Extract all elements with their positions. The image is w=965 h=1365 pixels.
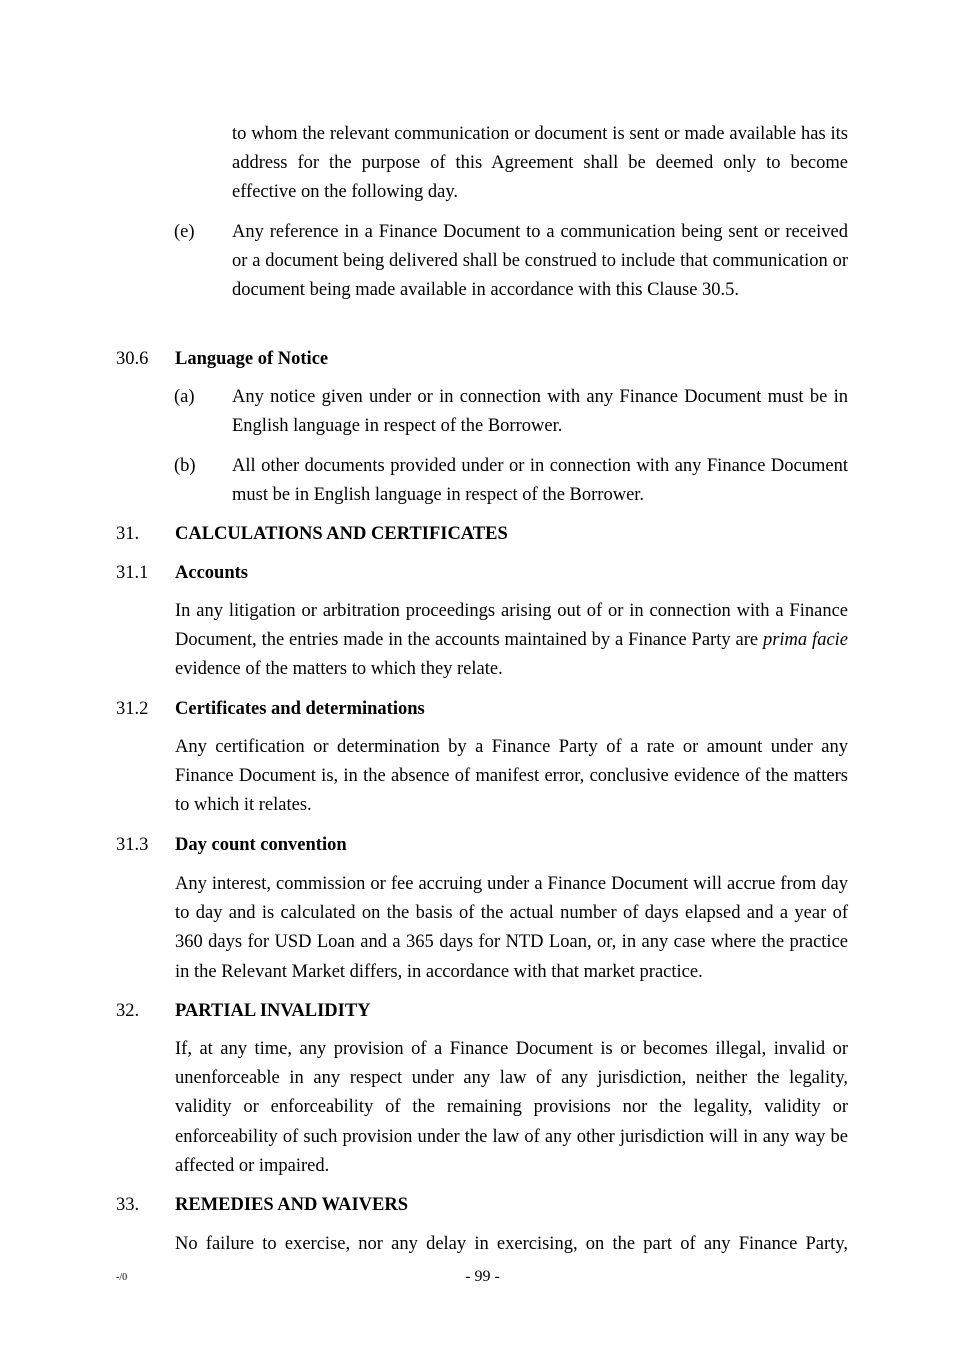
clause-31-1-text-before: In any litigation or arbitration proceedings arising out of or in connection with a Finance Document, the entries made in the accounts maintained by a Finance Party are	[175, 601, 848, 651]
clause-31-title: CALCULATIONS AND CERTIFICATES	[175, 524, 508, 544]
page-number: - 99 -	[465, 1268, 500, 1285]
clause-31-1-title: Accounts	[175, 563, 248, 583]
item-b-marker: (b)	[174, 456, 196, 476]
clause-33-number: 33.	[116, 1195, 140, 1215]
clause-32-text: If, at any time, any provision of a Finance Document is or becomes illegal, invalid or unenforceable in any respect under any law of any jurisdiction, neither the legality, validity or enforceability of the remaining provisions nor the legality, validity or enforceability of such provision under the law of any other jurisdiction will in any way be affected or impaired.	[175, 1039, 848, 1176]
clause-31-1-text-italic: prima facie	[762, 630, 849, 651]
clause-33-text: No failure to exercise, nor any delay in exercising, on the part of any Finance Party,	[175, 1234, 848, 1254]
clause-31-3-number: 31.3	[116, 835, 149, 855]
clause-31-2-text: Any certification or determination by a Finance Party of a rate or amount under any Finance Document is, in the absence of manifest error, conclusive evidence of the matters to which it relates.	[175, 737, 848, 816]
continuation-paragraph: to whom the relevant communication or document is sent or made available has its address for the purpose of this Agreement shall be deemed only to become effective on the following day.	[232, 124, 848, 203]
clause-31-3-title: Day count convention	[175, 835, 347, 855]
clause-31-2-number: 31.2	[116, 699, 149, 719]
footer-reference: -/0	[116, 1272, 128, 1283]
clause-31-1-number: 31.1	[116, 563, 149, 583]
clause-31-1-text	[175, 597, 848, 685]
item-e-marker: (e)	[174, 222, 195, 242]
clause-31-number: 31.	[116, 524, 140, 544]
clause-32-title: PARTIAL INVALIDITY	[175, 1001, 371, 1021]
clause-31-2-title: Certificates and determinations	[175, 699, 425, 719]
clause-31-3-text: Any interest, commission or fee accruing under a Finance Document will accrue from day to day and is calculated on the basis of the actual number of days elapsed and a year of 360 days for USD Loan and a 365 days for NTD Loan, or, in any case where the practice in the Relevant Market differs, in accordance with that market practice.	[175, 874, 848, 982]
clause-31-1-text-after: evidence of the matters to which they relate.	[175, 659, 503, 680]
clause-32-number: 32.	[116, 1001, 140, 1021]
item-e-text: Any reference in a Finance Document to a communication being sent or received or a document being delivered shall be construed to include that communication or document being made available in accordance with this Clause 30.5.	[232, 222, 848, 301]
clause-33-title: REMEDIES AND WAIVERS	[175, 1195, 409, 1215]
item-a-text: Any notice given under or in connection with any Finance Document must be in English language in respect of the Borrower.	[232, 387, 848, 437]
clause-30-6-title: Language of Notice	[175, 349, 329, 369]
item-b-text: All other documents provided under or in connection with any Finance Document must be in English language in respect of the Borrower.	[232, 456, 848, 506]
clause-30-6-number: 30.6	[116, 349, 149, 369]
item-a-marker: (a)	[174, 387, 195, 407]
